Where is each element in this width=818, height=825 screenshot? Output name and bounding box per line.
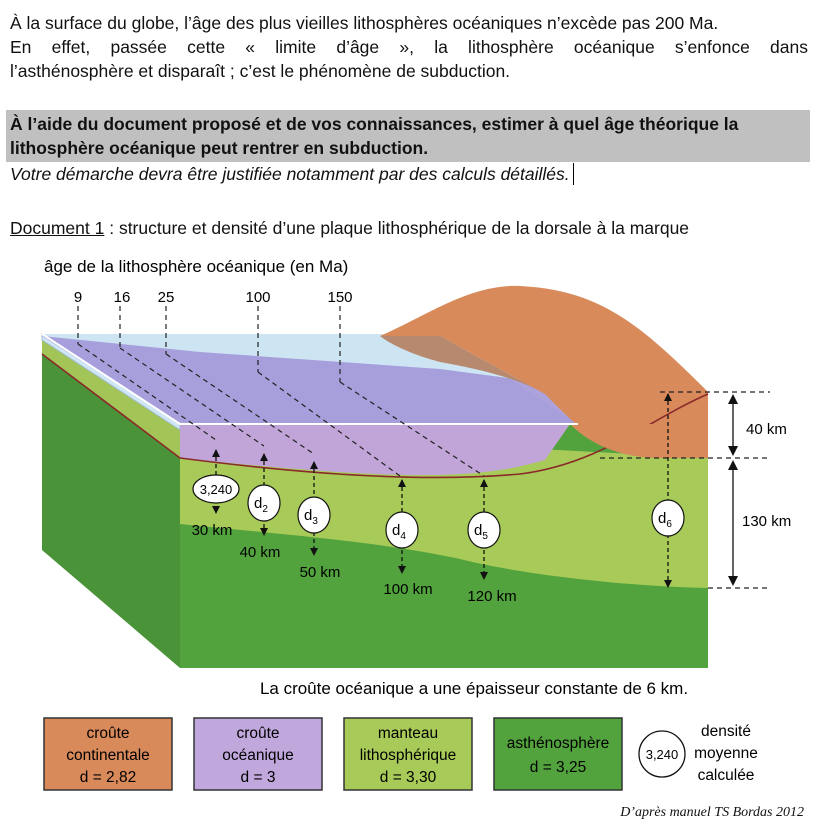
legend-lithospheric-mantle-line2: lithosphérique [359, 747, 457, 764]
legend-density-line3: calculée [697, 767, 755, 784]
age-label-16: 16 [113, 289, 131, 306]
legend-oceanic-crust-line2: océanique [222, 747, 294, 764]
density-marker-4 [386, 512, 418, 548]
density-marker-2 [248, 485, 280, 521]
density-marker-5 [468, 512, 500, 548]
density-marker-6 [652, 500, 684, 536]
arrowhead-40km-up [728, 394, 738, 404]
intro-line-1: À la surface du globe, l’âge des plus vieilles lithosphères océaniques n’excède pas 200 Ma. [10, 13, 719, 33]
document-title [10, 216, 808, 240]
side-label-40km: 40 km [746, 421, 787, 438]
legend-lithospheric-mantle-line3: d = 3,30 [379, 769, 437, 786]
age-axis-title: âge de la lithosphère océanique (en Ma) [44, 257, 349, 276]
intro-paragraph [10, 11, 808, 83]
d5-label: $d_5$ [474, 522, 488, 542]
depth-label-40: 40 km [239, 544, 281, 561]
legend-oceanic-crust-line1: croûte [236, 725, 280, 742]
density-value: 3,240 [199, 482, 233, 497]
question-text [6, 110, 810, 162]
question-line-1: À l’aide du document proposé et de vos connaissances, estimer à quel âge théorique la [10, 114, 739, 134]
legend-density-value: 3,240 [645, 747, 679, 762]
legend-density-line2: moyenne [694, 745, 758, 762]
arrowhead-40km-down [728, 446, 738, 456]
depth-label-120: 120 km [467, 588, 517, 605]
d4-label: $d_4$ [392, 522, 406, 542]
depth-label-100: 100 km [383, 581, 433, 598]
arrowhead-130km-up [728, 460, 738, 470]
question-box [6, 110, 810, 162]
lithosphere-block-diagram [0, 244, 818, 804]
instruction-note-text: Votre démarche devra être justifiée notamment par des calculs détaillés. [10, 164, 570, 184]
age-label-9: 9 [73, 289, 83, 306]
legend-density-line1: densité [701, 723, 751, 740]
side-label-130km: 130 km [742, 513, 792, 530]
document-title-text: : structure et densité d’une plaque lithosphérique de la dorsale à la marque [104, 218, 690, 238]
legend-lithospheric-mantle-line1: manteau [377, 725, 439, 742]
legend [44, 718, 758, 790]
legend-continental-crust-line2: continentale [66, 747, 150, 764]
legend-asthenosphere-line2: d = 3,25 [529, 759, 587, 776]
legend-asthenosphere-swatch [494, 718, 622, 790]
legend-oceanic-crust-line3: d = 3 [240, 769, 276, 786]
legend-continental-crust-line3: d = 2,82 [79, 769, 137, 786]
crust-thickness-note: La croûte océanique a une épaisseur constante de 6 km. [259, 679, 689, 698]
density-marker-3 [298, 497, 330, 533]
d2-label: $d_2$ [254, 495, 268, 515]
intro-line-2: En effet, passée cette « limite d’âge », la lithosphère océanique s’enfonce dans [10, 37, 808, 57]
text-cursor [573, 163, 574, 185]
document-label: Document 1 [10, 218, 105, 238]
arrowhead-130km-down [728, 576, 738, 586]
age-label-150: 150 [327, 289, 353, 306]
depth-label-50: 50 km [299, 564, 341, 581]
intro-line-3: l’asthénosphère et disparaît ; c’est le phénomène de subduction. [10, 61, 511, 81]
source-credit: D’après manuel TS Bordas 2012 [620, 805, 804, 820]
d3-label: $d_3$ [304, 507, 318, 527]
legend-asthenosphere-line1: asthénosphère [506, 735, 610, 752]
d6-label: $d_6$ [658, 510, 672, 530]
depth-label-30: 30 km [191, 522, 233, 539]
instruction-note [10, 162, 808, 186]
age-label-100: 100 [245, 289, 271, 306]
legend-continental-crust-line1: croûte [86, 725, 130, 742]
question-line-2: lithosphère océanique peut rentrer en subduction. [10, 138, 429, 158]
age-label-25: 25 [157, 289, 175, 306]
